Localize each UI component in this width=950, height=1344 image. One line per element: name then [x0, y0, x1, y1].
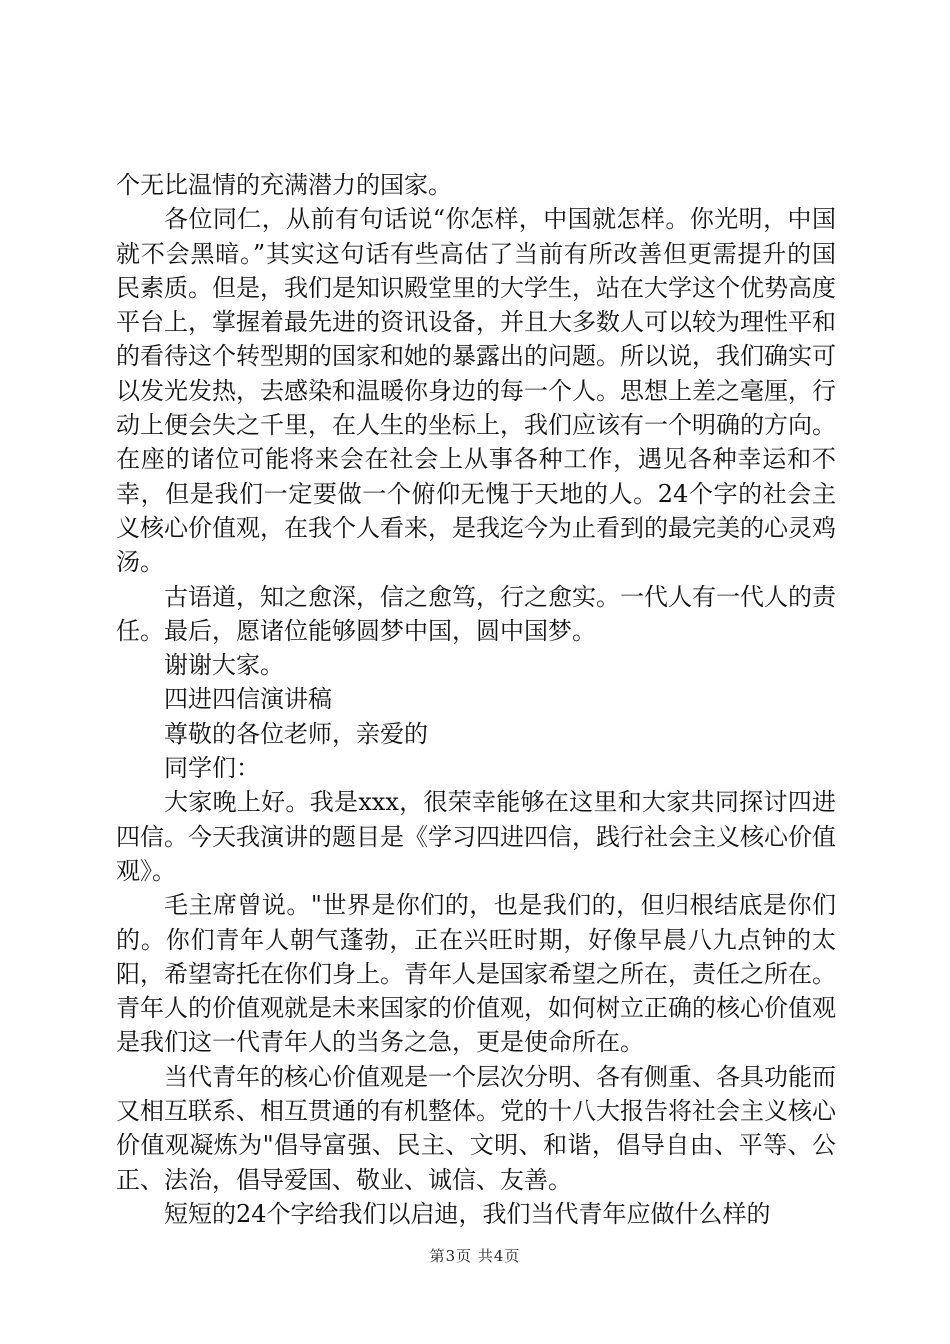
paragraph-greeting: 大家晚上好。我是xxx，很荣幸能够在这里和大家共同探讨四进四信。今天我演讲的题目是《学习四进四信，践行社会主义核心价值观》。 — [116, 788, 836, 885]
paragraph-thanks: 谢谢大家。 — [164, 651, 284, 680]
paragraph-continuation: 个无比温情的充满潜力的国家。 — [116, 171, 452, 199]
speech-title: 四进四信演讲稿 — [164, 685, 332, 714]
paragraph-ancient-saying: 古语道，知之愈深，信之愈笃，行之愈实。一代人有一代人的责任。最后，愿诸位能够圆梦中国，圆中国梦。 — [116, 582, 836, 645]
paragraph-chairman-mao: 毛主席曾说。"世界是你们的，也是我们的，但归根结底是你们的。你们青年人朝气蓬勃，正在兴旺时期，好像早晨八九点钟的太阳，希望寄托在你们身上。青年人是国家希望之所在，责任之所在。青年人的价值观就是未来国家的价值观，如何树立正确的核心价值观是我们这一代青年人的当务之急，更是使命所在。 — [116, 891, 836, 1057]
paragraph-core-values: 当代青年的核心价值观是一个层次分明、各有侧重、各具功能而又相互联系、相互贯通的有机整体。党的十八大报告将社会主义核心价值观凝炼为"倡导富强、民主、文明、和谐，倡导自由、平等、公正、法治，倡导爱国、敬业、诚信、友善。 — [116, 1062, 836, 1194]
salutation-teachers: 尊敬的各位老师，亲爱的 — [164, 719, 428, 748]
page-number-footer: 第3页 共4页 — [429, 1247, 521, 1265]
paragraph-24-characters: 短短的24个字给我们以启迪，我们当代青年应做什么样的 — [164, 1199, 771, 1228]
document-body — [116, 168, 836, 1231]
paragraph-colleagues: 各位同仁，从前有句话说“你怎样，中国就怎样。你光明，中国就不会黑暗。”其实这句话有些高估了当前有所改善但更需提升的国民素质。但是，我们是知识殿堂里的大学生，站在大学这个优势高度平台上，掌握着最先进的资讯设备，并且大多数人可以较为理性平和的看待这个转型期的国家和她的暴露出的问题。所以说，我们确实可以发光发热，去感染和温暖你身边的每一个人。思想上差之毫厘，行动上便会失之千里，在人生的坐标上，我们应该有一个明确的方向。在座的诸位可能将来会在社会上从事各种工作，遇见各种幸运和不幸，但是我们一定要做一个俯仰无愧于天地的人。24个字的社会主义核心价值观，在我个人看来，是我迄今为止看到的最完美的心灵鸡汤。 — [116, 205, 836, 577]
salutation-students: 同学们： — [164, 754, 260, 783]
